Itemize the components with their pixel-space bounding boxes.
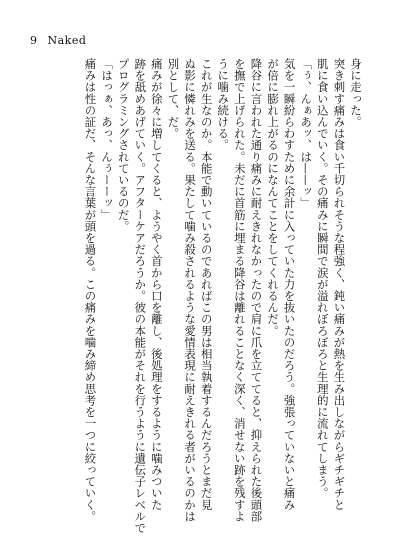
text-line: 痛みが徐々に増してくると、ようやく首から口を離し、後処理をするように噛みついた (149, 58, 164, 511)
text-line: 気を一瞬紛らわすために余計に入っていた力を抜いたのだろう。強張っていないと痛み (282, 58, 297, 511)
text-line: 痛みは性の証だ、そんな言葉が頭を過る。この痛みを噛み締め思考を一つに絞っていく。 (83, 58, 98, 522)
text-line: 「ぅ、んぁあッ、は——ッ」 (299, 58, 314, 209)
text-line: ぬ影に憐れみを送る。果たして噛み殺されるような愛情表現に耐えきれる者がいるのかは (183, 58, 198, 522)
text-line: うに噛み続ける。 (216, 58, 231, 151)
text-line: 身に走った。 (349, 58, 363, 128)
text-line: 「はっぁ、あっ、んぅーーッ」 (100, 58, 115, 221)
text-line: 肌に食い込んでいく。その痛みに瞬間で涙が溢れぼろぼろと生理的に流れてしまう。 (315, 58, 330, 499)
text-line: 別として、だ。 (166, 58, 181, 140)
text-line: を撫で上げられた。未だに首筋に埋まる降谷は離れることなく深く、消せない跡を残すよ (232, 58, 247, 522)
text-line: 降谷に言われた通り痛みに耐えきれなかったので肩に爪を立ててると、抑えられた後頭部 (249, 58, 264, 522)
text-line: 突き刺す痛みは食い千切られそうな程強く、鈍い痛みが熱を生み出しながらギチギチと (332, 58, 347, 511)
running-header (30, 34, 86, 47)
vertical-text-body (82, 58, 364, 534)
text-line: 跡を舐めあげていく。アフターケアだろうか。彼の本能がそれを行うように遺伝子レベルで (133, 58, 148, 534)
text-line: プログラミングされているのだ。 (116, 58, 131, 232)
chapter-title: Naked (47, 34, 87, 47)
text-line: これが生なのか。本能で動いているのであればこの男は相当執着するんだろうとまだ見 (199, 58, 214, 511)
text-line: が倍に膨れ上がるのになんてことをしてくれるんだ。 (266, 58, 281, 337)
page-number: 9 (30, 34, 38, 47)
